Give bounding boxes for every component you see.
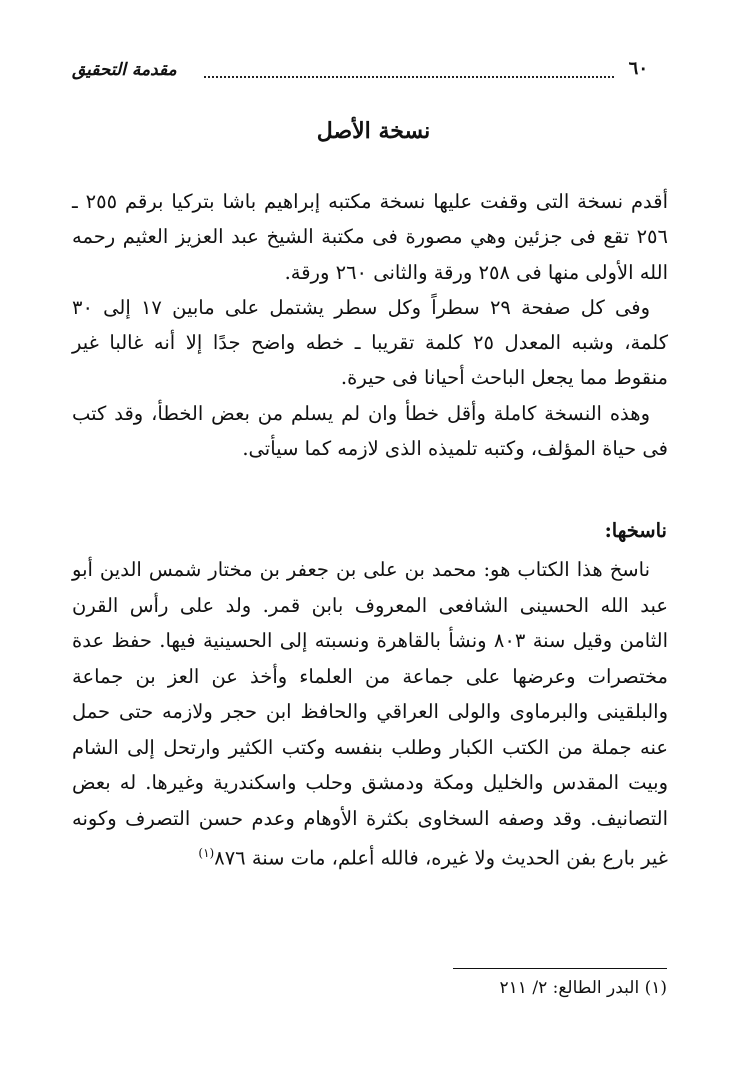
header-dotted-rule: [204, 76, 614, 78]
section-heading: نسخة الأصل: [316, 118, 431, 144]
paragraph: وهذه النسخة كاملة وأقل خطأ وان لم يسلم من بعض الخطأ، وقد كتب فى حياة المؤلف، وكتبه تلميذه الذى لازمه كما سيأتى.: [72, 401, 668, 461]
paragraph: أقدم نسخة التى وقفت عليها نسخة مكتبه إبراهيم باشا بتركيا برقم ٢٥٥ ـ ٢٥٦ تقع فى جزئين وهي مصورة فى مكتبة الشيخ عبد العزيز العثيم رحمه الله الأولى منها فى ٢٥٨ ورقة والثانى ٢٦٠ ورقة.: [72, 190, 668, 284]
running-title: مقدمة التحقيق: [72, 60, 177, 80]
footnote-divider: [453, 968, 667, 969]
page-number: ٦٠: [628, 58, 648, 79]
footnote: (١) البدر الطالع: ٢/ ٢١١: [499, 978, 667, 998]
paragraph: وفى كل صفحة ٢٩ سطراً وكل سطر يشتمل على مابين ١٧ إلى ٣٠ كلمة، وشبه المعدل ٢٥ كلمة تقريبا ـ خطه واضح جدًا إلا أنه غالبا غير منقوط مما يجعل الباحث أحيانا فى حيرة.: [72, 295, 668, 390]
paragraph: [72, 552, 668, 876]
scribe-biography: [72, 552, 668, 876]
running-header: [72, 58, 648, 88]
footnote-marker: (١): [198, 846, 215, 860]
biography-text: ناسخ هذا الكتاب هو: محمد بن على بن جعفر بن مختار شمس الدين أبو عبد الله الحسينى الشافعى المعروف بابن قمر. ولد على رأس القرن الثامن وقيل سنة ٨٠٣ ونشأ بالقاهرة ونسبته إلى الحسينية فيها. حفظ عدة مختصرات وعرضها على جماعة من العلماء وأخذ عن العز بن جماعة والبلقينى والبرماوى والولى العراقي والحافظ ابن حجر ولازمه حتى حمل عنه جملة من الكتب الكبار وطلب بنفسه وكتب الكثير وارتحل إلى الشام وبيت المقدس والخليل ومكة ودمشق وحلب واسكندرية وغيرها. له بعض التصانيف. وقد وصفه السخاوى بكثرة الأوهام وعدم حسن التصرف وكونه غير بارع بفن الحديث ولا غيره، فالله أعلم، مات سنة ٨٧٦: [72, 558, 669, 870]
scribe-heading: ناسخها:: [604, 519, 667, 542]
intro-text: [72, 184, 668, 466]
